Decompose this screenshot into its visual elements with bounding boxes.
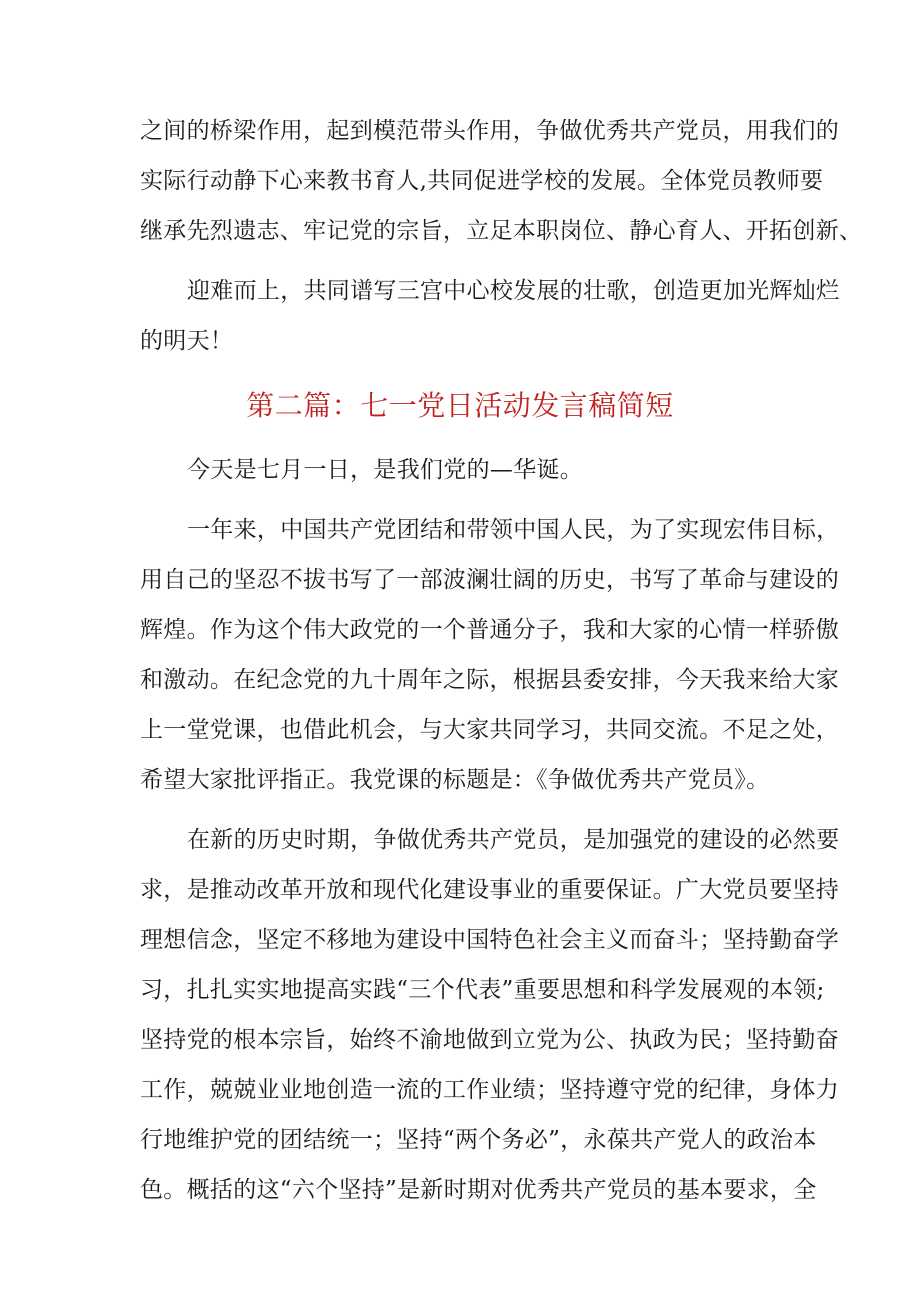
section-paragraph-3-line-6: 工作，兢兢业业地创造一流的工作业绩；坚持遵守党的纪律，身体力 <box>140 1077 839 1103</box>
section-paragraph-3-line-7: 行地维护党的团结统一；坚持“两个务必”，永葆共产党人的政治本 <box>140 1127 817 1153</box>
paragraph-2-line-1: 迎难而上，共同谱写三宫中心校发展的壮歌，创造更加光辉灿烂 <box>187 278 840 304</box>
section-paragraph-2-line-6: 希望大家批评指正。我党课的标题是：《争做优秀共产党员》。 <box>140 767 770 793</box>
section-paragraph-3-line-3: 理想信念，坚定不移地为建设中国特色社会主义而奋斗；坚持勤奋学 <box>140 927 839 953</box>
section-paragraph-3-line-8: 色。概括的这“六个坚持”是新时期对优秀共产党员的基本要求，全 <box>140 1177 817 1203</box>
section-paragraph-3-line-2: 求，是推动改革开放和现代化建设事业的重要保证。广大党员要坚持 <box>140 877 839 903</box>
paragraph-2-line-2: 的明天！ <box>140 328 234 354</box>
section-paragraph-2-line-3: 辉煌。作为这个伟大政党的一个普通分子，我和大家的心情一样骄傲 <box>140 617 839 643</box>
paragraph-1-line-1: 之间的桥梁作用，起到模范带头作用，争做优秀共产党员，用我们的 <box>140 118 839 144</box>
paragraph-1-line-3: 继承先烈遗志、牢记党的宗旨，立足本职岗位、静心育人、开拓创新、 <box>140 218 863 244</box>
section-paragraph-3-line-5: 坚持党的根本宗旨，始终不渝地做到立党为公、执政为民；坚持勤奋 <box>140 1027 839 1053</box>
section-title: 第二篇：七一党日活动发言稿简短 <box>246 389 674 422</box>
paragraph-1-line-2: 实际行动静下心来教书育人,共同促进学校的发展。全体党员教师要 <box>140 168 824 194</box>
section-paragraph-2-line-2: 用自己的坚忍不拔书写了一部波澜壮阔的历史，书写了革命与建设的 <box>140 567 839 593</box>
section-paragraph-1-line-1: 今天是七月一日，是我们党的—华诞。 <box>187 457 584 483</box>
section-paragraph-3-line-1: 在新的历史时期，争做优秀共产党员，是加强党的建设的必然要 <box>187 827 840 853</box>
section-paragraph-2-line-1: 一年来，中国共产党团结和带领中国人民，为了实现宏伟目标， <box>187 517 840 543</box>
section-paragraph-3-line-4: 习，扎扎实实地提高实践“三个代表”重要思想和科学发展观的本领; <box>140 977 825 1003</box>
section-paragraph-2-line-4: 和激动。在纪念党的九十周年之际，根据县委安排，今天我来给大家 <box>140 667 839 693</box>
section-paragraph-2-line-5: 上一堂党课，也借此机会，与大家共同学习，共同交流。不足之处， <box>140 717 839 743</box>
